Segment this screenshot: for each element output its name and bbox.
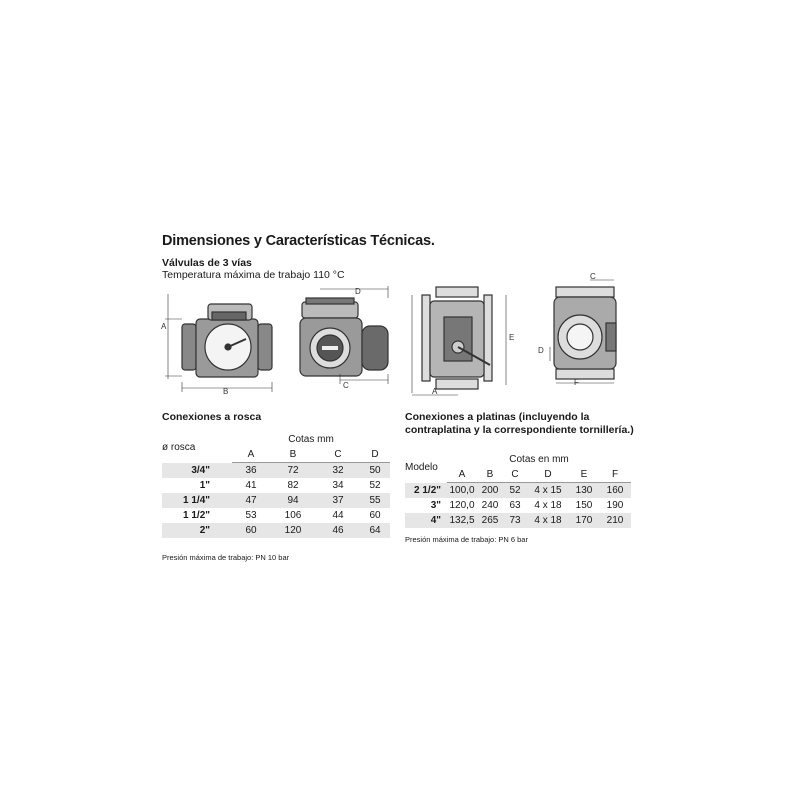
flanged-table: Modelo Cotas en mm A B C D E F 2 1/2" 100,0 200 52 4 x 15 130 160 3" 120,0 240 63 4 x 18 150 190 4" 132,5 265 73 4 x 18 170 210	[405, 452, 631, 528]
flanged-side-view	[550, 280, 616, 383]
col-D: D	[360, 447, 390, 463]
table-row: 1 1/4" 47 94 37 55	[162, 493, 390, 508]
table-row: 2 1/2" 100,0 200 52 4 x 15 130 160	[405, 483, 631, 499]
threaded-side-view	[300, 286, 388, 384]
table-row: 3/4" 36 72 32 50	[162, 463, 390, 479]
table-row: 4" 132,5 265 73 4 x 18 170 210	[405, 513, 631, 528]
label-D: D	[538, 346, 544, 355]
label-E: E	[509, 333, 515, 342]
flanged-valve-drawing	[400, 265, 640, 405]
col-A: A	[232, 447, 270, 463]
flanged-pressure-note: Presión máxima de trabajo: PN 6 bar	[405, 535, 528, 544]
table-row: 3" 120,0 240 63 4 x 18 150 190	[430, 500, 624, 511]
col-B: B	[270, 447, 316, 463]
flanged-heading: Conexiones a platinas (incluyendo la contraplatina y la correspondiente tornillería.)	[405, 411, 634, 436]
subtitle: Válvulas de 3 vías	[162, 257, 252, 269]
label-B: B	[223, 387, 229, 396]
page-title: Dimensiones y Características Técnicas.	[162, 233, 435, 249]
threaded-row-header: ø rosca	[162, 441, 196, 453]
threaded-table	[162, 432, 390, 538]
table-row: 2" 60 120 46 64	[162, 523, 390, 538]
label-D: D	[355, 287, 361, 296]
label-A: A	[432, 387, 438, 396]
temperature-note: Temperatura máxima de trabajo 110 °C	[162, 269, 345, 281]
flanged-row-header: Modelo	[405, 461, 438, 473]
threaded-pressure-note: Presión máxima de trabajo: PN 10 bar	[162, 553, 290, 562]
table-row: 1" 41 82 34 52	[199, 480, 381, 491]
label-A: A	[161, 322, 167, 331]
label-C: C	[343, 381, 349, 390]
label-C: C	[590, 272, 596, 281]
threaded-group-header: Cotas mm	[288, 434, 334, 445]
col-C: C	[316, 447, 360, 463]
label-F: F	[574, 378, 579, 387]
threaded-front-view	[165, 294, 272, 392]
flanged-front-view	[412, 287, 506, 395]
threaded-heading: Conexiones a rosca	[162, 411, 262, 423]
flanged-group-header: Cotas en mm	[509, 454, 569, 465]
table-row: 1 1/2" 53 106 44 60	[183, 510, 381, 521]
threaded-valve-drawing	[160, 284, 400, 400]
